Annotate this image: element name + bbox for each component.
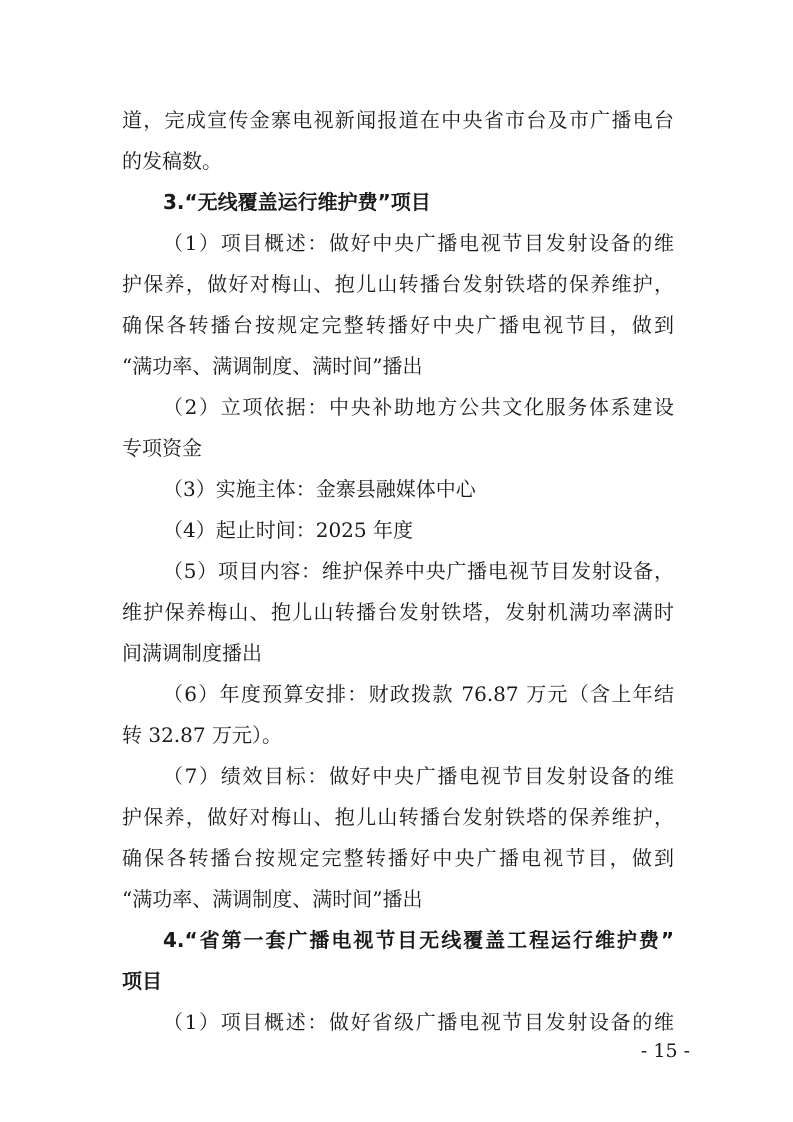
- body-line-18: 护保养，做好对梅山、抱儿山转播台发射铁塔的保养维护，: [122, 805, 674, 829]
- body-line-1: 道，完成宣传金寨电视新闻报道在中央省市台及市广播电台: [122, 108, 674, 132]
- body-line-12: （5）项目内容：维护保养中央广播电视节目发射设备，: [163, 559, 674, 583]
- body-line-11: （4）起止时间：2025 年度: [163, 518, 413, 542]
- body-line-19: 确保各转播台按规定完整转播好中央广播电视节目，做到: [122, 846, 674, 870]
- section-heading-4-continued: 项目: [122, 969, 162, 993]
- page-number: - 15 -: [640, 1040, 690, 1062]
- body-line-15: （6）年度预算安排：财政拨款 76.87 万元（含上年结: [163, 682, 674, 706]
- body-line-7: “满功率、满调制度、满时间”播出: [122, 354, 423, 378]
- body-line-14: 间满调制度播出: [122, 641, 262, 665]
- section-heading-3: 3.“无线覆盖运行维护费”项目: [163, 190, 431, 214]
- body-line-16: 转 32.87 万元）。: [122, 723, 282, 747]
- body-line-4: （1）项目概述：做好中央广播电视节目发射设备的维: [163, 231, 674, 255]
- body-line-23: （1）项目概述：做好省级广播电视节目发射设备的维: [163, 1010, 674, 1034]
- section-heading-4: 4.“省第一套广播电视节目无线覆盖工程运行维护费”: [163, 928, 674, 952]
- body-line-6: 确保各转播台按规定完整转播好中央广播电视节目，做到: [122, 313, 674, 337]
- body-line-2: 的发稿数。: [122, 149, 222, 173]
- body-line-20: “满功率、满调制度、满时间”播出: [122, 887, 423, 911]
- body-line-10: （3）实施主体：金寨县融媒体中心: [163, 477, 476, 501]
- body-line-8: （2）立项依据：中央补助地方公共文化服务体系建设: [163, 395, 674, 419]
- body-line-17: （7）绩效目标：做好中央广播电视节目发射设备的维: [163, 764, 674, 788]
- body-line-9: 专项资金: [122, 436, 202, 460]
- body-line-13: 维护保养梅山、抱儿山转播台发射铁塔，发射机满功率满时: [122, 600, 674, 624]
- body-line-5: 护保养，做好对梅山、抱儿山转播台发射铁塔的保养维护，: [122, 272, 674, 296]
